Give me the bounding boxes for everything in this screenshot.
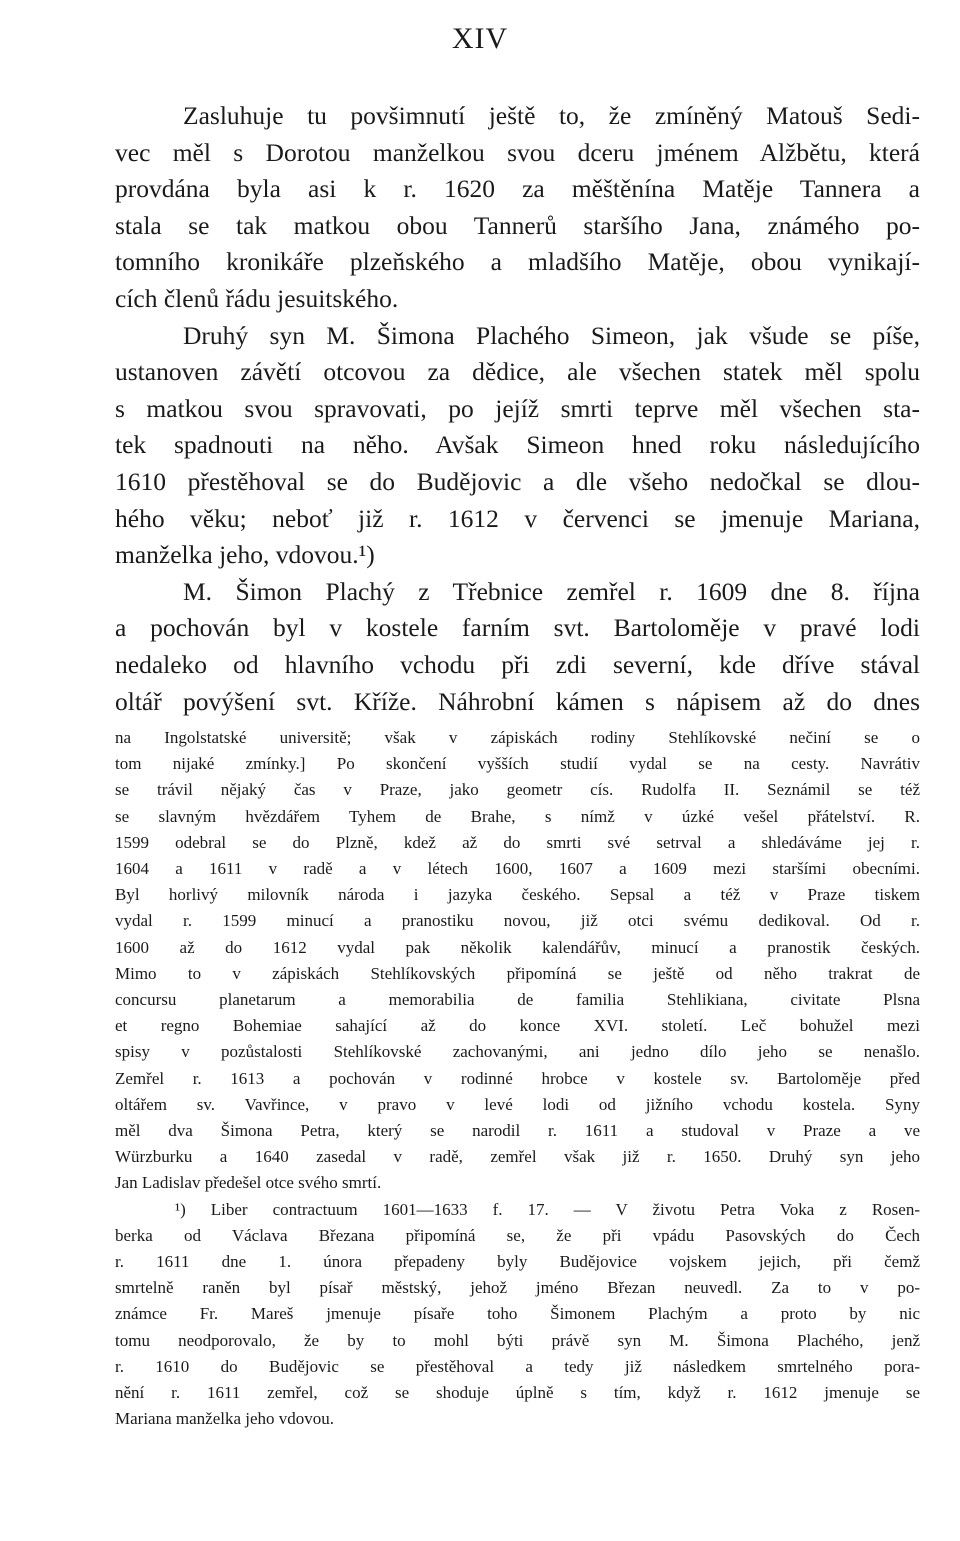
footnote-line: tomu neodporovalo, že by to mohl býti právě syn M. Šimona Plachého, jenž [115,1330,920,1350]
footnote-line: měl dva Šimona Petra, který se narodil r. 1611 a studoval v Praze a ve [115,1121,920,1140]
footnote-line: 1599 odebral se do Plzně, kdež až do smrti své setrval a shledáváme jej r. [115,832,920,852]
footnote-line: berka od Václava Březana připomíná se, že při vpádu Pasovských do Čech [115,1225,920,1245]
text-line: M. Šimon Plachý z Třebnice zemřel r. 1609 dne 8. října [183,576,920,606]
text-line: provdána byla asi k r. 1620 za měštěnína Matěje Tannera a [115,174,920,204]
footnote-line: Mimo to v zápiskách Stehlíkovských připomíná se ještě od něho trakrat de [115,963,920,983]
footnote-line: spisy v pozůstalosti Stehlíkovské zachovanými, ani jedno dílo jeho se nenašlo. [115,1042,920,1062]
text-line: vec měl s Dorotou manželkou svou dceru jménem Alžbětu, která [115,137,920,167]
footnote-line: Zemřel r. 1613 a pochován v rodinné hrobce v kostele sv. Bartoloměje před [115,1068,920,1088]
footnote-line: oltářem sv. Vavřince, v pravo v levé lodi od jižního vchodu kostela. Syny [115,1094,920,1114]
footnote-line: r. 1610 do Budějovic se přestěhoval a tedy již následkem smrtelného pora- [115,1356,920,1376]
footnote-line: Byl horlivý milovník národa i jazyka českého. Sepsal a též v Praze tiskem [115,885,920,905]
footnote-line: 1604 a 1611 v radě a v létech 1600, 1607 a 1609 mezi staršími obecními. [115,859,920,878]
text-line: a pochován byl v kostele farním svt. Bartoloměje v pravé lodi [115,613,920,643]
footnote-line: Würzburku a 1640 zasedal v radě, zemřel však již r. 1650. Druhý syn jeho [115,1147,920,1167]
text-line: tek spadnouti na něho. Avšak Simeon hned roku následujícího [115,430,920,460]
footnote-line: Mariana manželka jeho vdovou. [115,1409,335,1429]
footnote-line: známce Fr. Mareš jmenuje písaře toho Šimonem Plachým a proto by nic [115,1304,920,1324]
footnote-line: Jan Ladislav předešel otce svého smrtí. [115,1173,382,1193]
footnote-line: vydal r. 1599 minucí a pranostiku novou, již otci svému dedikoval. Od r. [115,911,920,931]
footnote-line: 1600 až do 1612 vydal pak několik kalendářův, minucí a pranostik českých. [115,937,920,957]
footnote-line: se slavným hvězdářem Tyhem de Brahe, s nímž v úzké vešel přátelství. R. [115,806,920,826]
footnote-line: nění r. 1611 zemřel, což se shoduje úplně s tím, když r. 1612 jmenuje se [115,1383,920,1402]
footnote-line: ¹) Liber contractuum 1601—1633 f. 17. — V životu Petra Voka z Rosen- [175,1199,920,1219]
page-number: XIV [451,22,509,55]
footnote-line: na Ingolstatské universitě; však v zápiskách rodiny Stehlíkovské nečiní se o [115,728,920,747]
text-line: manželka jeho, vdovou.¹) [115,540,375,570]
footnote-line: et regno Bohemiae sahající až do konce XVI. století. Leč bohužel mezi [115,1016,920,1036]
footnote-line: r. 1611 dne 1. února přepadeny byly Budějovice vojskem jejich, při čemž [115,1252,920,1271]
footnote-line: smrtelně raněn byl písař městský, jehož jméno Březan neuvedl. Za to v po- [115,1278,920,1298]
footnote-line: se trávil nějaký čas v Praze, jako geometr cís. Rudolfa II. Seznámil se též [115,780,920,800]
text-line: 1610 přestěhoval se do Budějovic a dle všeho nedočkal se dlou- [115,467,920,496]
text-line: hého věku; neboť již r. 1612 v červenci se jmenuje Mariana, [115,503,920,533]
text-line: Druhý syn M. Šimona Plachého Simeon, jak všude se píše, [183,320,920,350]
text-line: stala se tak matkou obou Tannerů staršího Jana, známého po- [115,210,920,240]
text-line: cích členů řádu jesuitského. [115,284,399,313]
text-line: s matkou svou spravovati, po jejíž smrti teprve měl všechen sta- [115,393,920,423]
text-line: nedaleko od hlavního vchodu při zdi severní, kde dříve stával [115,650,920,679]
footnote-line: tom nijaké zmínky.] Po skončení vyšších studií vydal se na cesty. Navrátiv [115,754,920,774]
footnote-line: concursu planetarum a memorabilia de familia Stehlikiana, civitate Plsna [115,990,920,1009]
text-line: tomního kronikáře plzeňského a mladšího Matěje, obou vynikají- [115,247,920,277]
text-line: ustanoven závětí otcovou za dědice, ale všechen statek měl spolu [115,357,920,387]
text-line: Zasluhuje tu povšimnutí ještě to, že zmíněný Matouš Sedi- [183,101,920,130]
text-line: oltář povýšení svt. Kříže. Náhrobní kámen s nápisem až do dnes [115,686,920,716]
